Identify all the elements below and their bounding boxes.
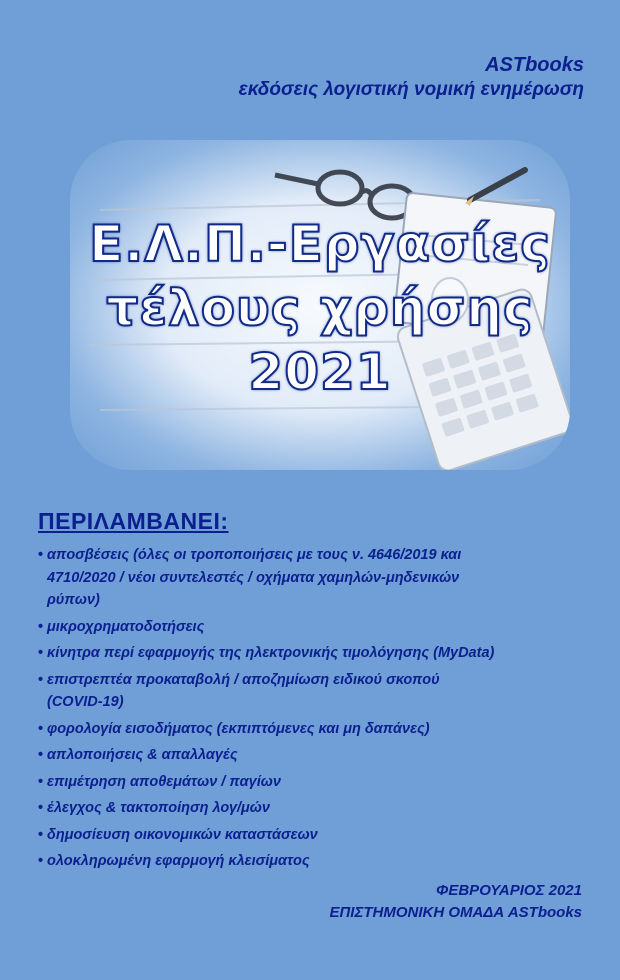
list-item-text: φορολογία εισοδήματος (εκπιπτόμενες και μη δαπάνες)	[47, 720, 430, 737]
list-item: • αποσβέσεις (όλες οι τροποποιήσεις με τους ν. 4646/2019 και 4710/2020 / νέοι συντελεστές / οχήματα χαμηλών-μηδενικών ρύπων)	[38, 544, 598, 612]
publisher-brand: ASTbooks	[485, 54, 584, 76]
list-item: • επιστρεπτέα προκαταβολή / αποζημίωση ειδικού σκοπού (COVID-19)	[38, 669, 598, 714]
list-item: • μικροχρηματοδοτήσεις	[38, 616, 598, 639]
publisher-tagline: εκδόσεις λογιστική νομική ενημέρωση	[238, 79, 584, 100]
list-item-text: δημοσίευση οικονομικών καταστάσεων	[47, 826, 318, 843]
list-item-text: επιμέτρηση αποθεμάτων / παγίων	[47, 773, 281, 790]
list-item-text: έλεγχος & τακτοποίηση λογ/μών	[47, 800, 270, 816]
list-item: • ολοκληρωμένη εφαρμογή κλεισίματος	[38, 850, 598, 873]
list-item: • φορολογία εισοδήματος (εκπιπτόμενες και μη δαπάνες)	[38, 718, 598, 741]
list-item-text: αποσβέσεις (όλες οι τροποποιήσεις με τους ν. 4646/2019 και	[47, 547, 462, 563]
title-line-2: τέλους χρήσης	[106, 279, 534, 337]
list-item-text: επιστρεπτέα προκαταβολή / αποζημίωση ειδικού σκοπού	[47, 671, 440, 688]
footer-block	[330, 880, 582, 924]
list-item: • δημοσίευση οικονομικών καταστάσεων	[38, 824, 598, 847]
list-item-text: (COVID-19)	[47, 694, 124, 710]
contents-list	[38, 544, 598, 877]
list-item: • κίνητρα περί εφαρμογής της ηλεκτρονικής τιμολόγησης (MyData)	[38, 642, 598, 665]
publisher-block	[239, 52, 584, 102]
list-item: • επιμέτρηση αποθεμάτων / παγίων	[38, 771, 598, 794]
title-year: 2021	[248, 343, 392, 401]
list-item-text: ρύπων)	[47, 592, 100, 608]
list-item-text: απλοποιήσεις & απαλλαγές	[47, 747, 238, 763]
author-team: ΕΠΙΣΤΗΜΟΝΙΚΗ ΟΜΑΔΑ ASTbooks	[329, 904, 582, 921]
publication-date: ΦΕΒΡΟΥΑΡΙΟΣ 2021	[436, 882, 582, 899]
list-item-text: κίνητρα περί εφαρμογής της ηλεκτρονικής τιμολόγησης (MyData)	[47, 645, 495, 661]
title-line-1: Ε.Λ.Π.-Εργασίες	[89, 215, 551, 273]
list-item-text: μικροχρηματοδοτήσεις	[47, 618, 205, 635]
list-item-text: ολοκληρωμένη εφαρμογή κλεισίματος	[47, 853, 310, 869]
cover-hero-image	[70, 140, 570, 470]
list-item-text: 4710/2020 / νέοι συντελεστές / οχήματα χαμηλών-μηδενικών	[47, 569, 460, 586]
includes-heading: ΠΕΡΙΛΑΜΒΑΝΕΙ:	[38, 508, 229, 534]
list-item: • απλοποιήσεις & απαλλαγές	[38, 744, 598, 767]
list-item: • έλεγχος & τακτοποίηση λογ/μών	[38, 797, 598, 820]
book-title	[70, 212, 570, 404]
